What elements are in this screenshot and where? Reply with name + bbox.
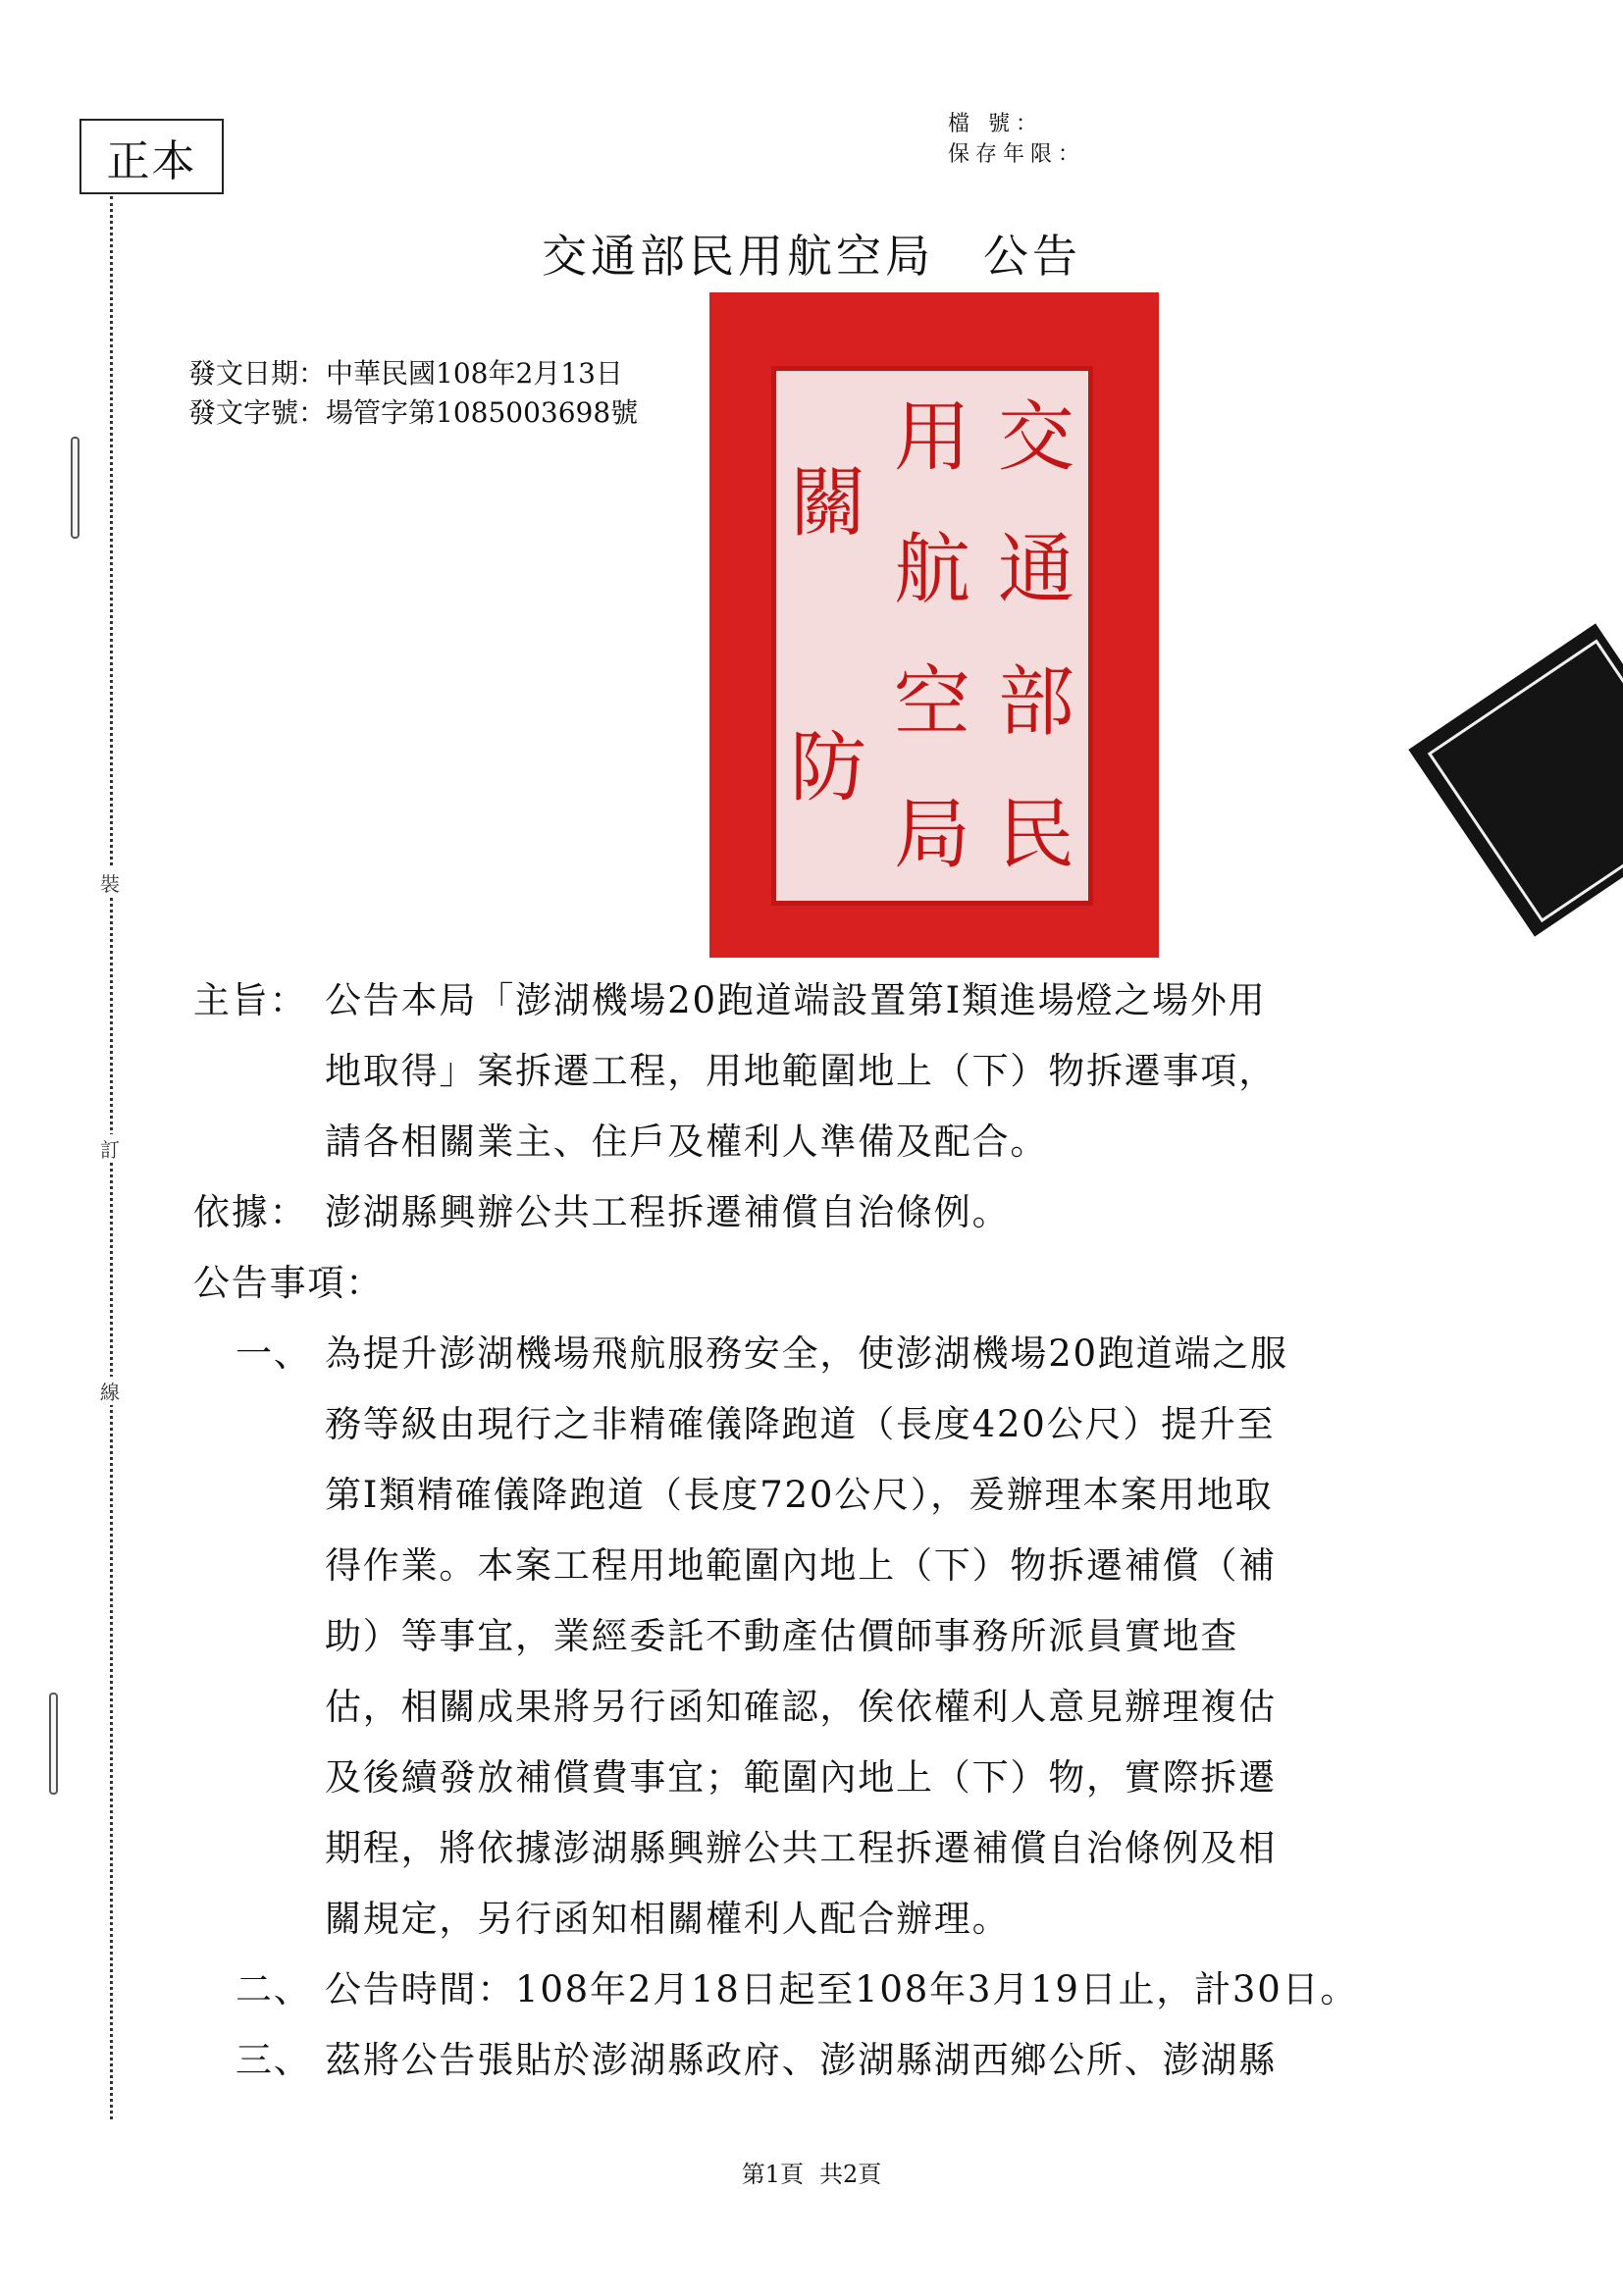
notice-item-line: 公告時間：108年2月18日起至108年3月19日止，計30日。 — [325, 1968, 1359, 2010]
page-number: 第1頁 — [741, 2161, 804, 2188]
file-number-label: 檔 號： — [948, 112, 1043, 136]
notice-item-line: 及後續發放補償費事宜；範圍內地上（下）物，實際拆遷 — [325, 1756, 1277, 1799]
notice-item-line: 期程，將依據澎湖縣興辦公共工程拆遷補償自治條例及相 — [325, 1827, 1277, 1869]
subject-line: 地取得」案拆遷工程，用地範圍地上（下）物拆遷事項， — [325, 1050, 1277, 1092]
document-type: 公告 — [983, 230, 1081, 283]
binding-char-zhuang: 裝 — [94, 868, 126, 897]
notice-item-number: 三、 — [236, 2039, 312, 2081]
notice-item-line: 得作業。本案工程用地範圍內地上（下）物拆遷補償（補 — [325, 1544, 1277, 1587]
seal-char: 通 — [997, 525, 1074, 614]
notice-item-line: 茲將公告張貼於澎湖縣政府、澎湖縣湖西鄉公所、澎湖縣 — [325, 2039, 1277, 2081]
notice-item-line: 第I類精確儀降跑道（長度720公尺），爰辦理本案用地取 — [325, 1474, 1274, 1516]
copy-mark: 正本 — [79, 119, 224, 194]
official-seal-frame — [771, 366, 1093, 906]
seal-char: 局 — [893, 790, 970, 879]
seal-char: 用 — [893, 392, 970, 482]
seal-char: 航 — [893, 525, 970, 614]
notice-item-line: 務等級由現行之非精確儀降跑道（長度420公尺）提升至 — [325, 1403, 1276, 1445]
seal-char: 關 — [789, 459, 866, 548]
agency-name: 交通部民用航空局 — [542, 230, 934, 283]
subject-line: 公告本局「澎湖機場20跑道端設置第I類進場燈之場外用 — [325, 979, 1267, 1021]
binding-char-ding: 訂 — [94, 1134, 126, 1163]
seal-char: 空 — [893, 657, 970, 747]
notice-item-line: 關規定，另行函知相關權利人配合辦理。 — [325, 1898, 1011, 1940]
staple-mark-bottom — [49, 1693, 58, 1795]
seal-char: 部 — [997, 657, 1074, 747]
notice-item-number: 二、 — [236, 1968, 312, 2010]
notice-item-line: 助）等事宜，業經委託不動產估價師事務所派員實地查 — [325, 1615, 1239, 1657]
subject-label: 主旨： — [193, 979, 308, 1021]
retention-period-label: 保存年限： — [948, 142, 1086, 167]
page-total: 共2頁 — [819, 2161, 882, 2188]
notice-item-number: 一、 — [236, 1332, 312, 1375]
subject-line: 請各相關業主、住戶及權利人準備及配合。 — [325, 1121, 1049, 1163]
binding-char-xian: 線 — [94, 1377, 126, 1405]
page-footer — [0, 2155, 1623, 2189]
issue-reference-number: 發文字號：場管字第1085003698號 — [188, 396, 639, 429]
seal-char: 交 — [997, 392, 1074, 482]
basis-text: 澎湖縣興辦公共工程拆遷補償自治條例。 — [325, 1191, 1011, 1233]
seal-char: 民 — [997, 790, 1074, 879]
basis-label: 依據： — [193, 1191, 308, 1233]
staple-mark-top — [71, 437, 79, 539]
notice-item-line: 為提升澎湖機場飛航服務安全，使澎湖機場20跑道端之服 — [325, 1332, 1288, 1375]
notice-label: 公告事項： — [193, 1262, 384, 1304]
document-title — [0, 221, 1623, 286]
partial-seal-right-edge — [1408, 623, 1623, 936]
official-seal — [709, 292, 1159, 958]
issue-date: 發文日期：中華民國108年2月13日 — [188, 357, 623, 390]
seal-char: 防 — [789, 724, 866, 812]
notice-item-line: 估，相關成果將另行函知確認，俟依權利人意見辦理複估 — [325, 1686, 1277, 1728]
